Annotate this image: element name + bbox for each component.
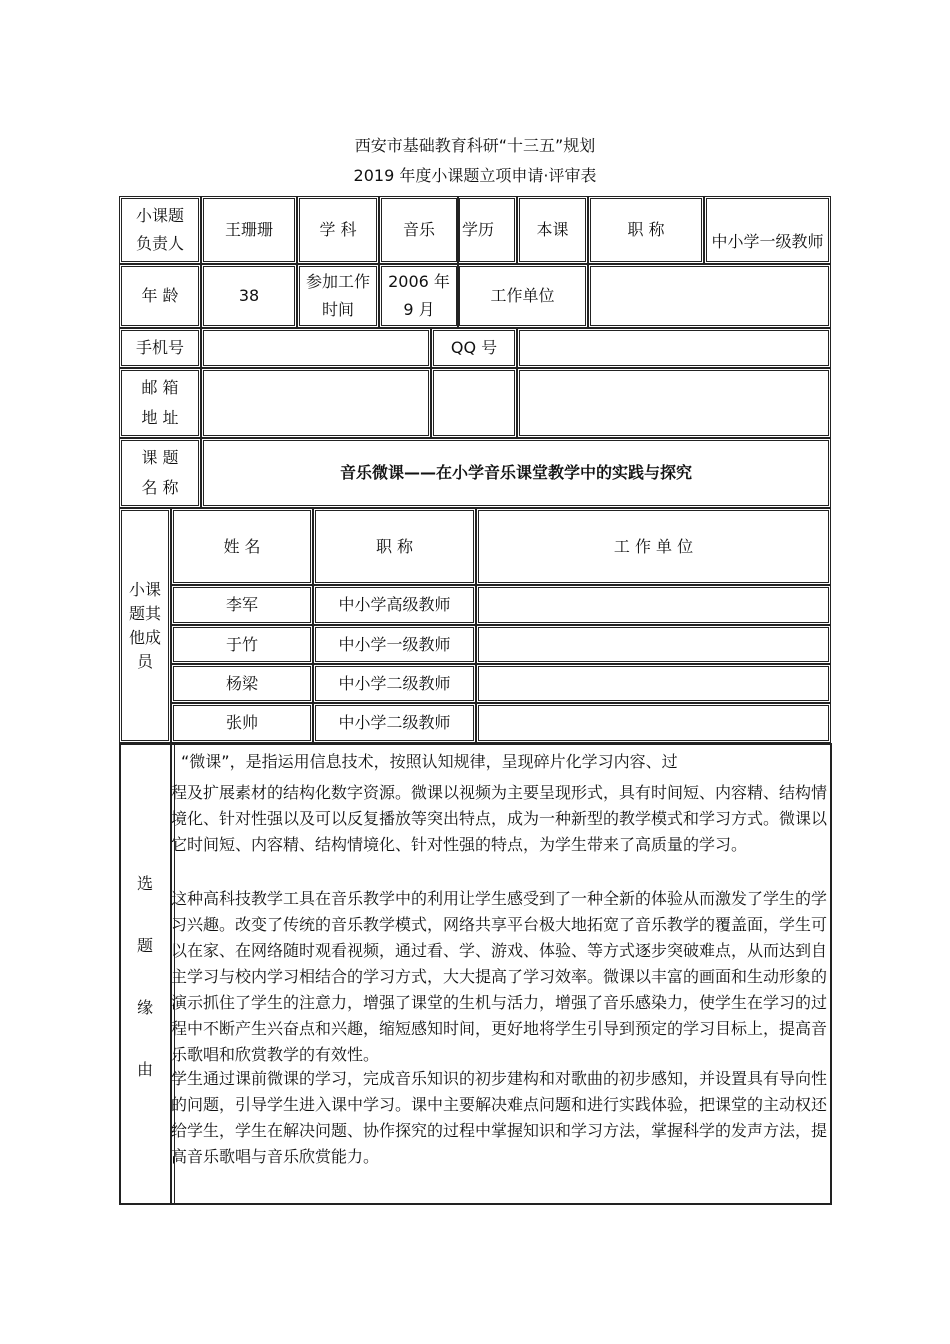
member-unit bbox=[476, 703, 831, 743]
label-members: 小课题其他成员 bbox=[119, 508, 171, 743]
members-header-title: 职 称 bbox=[313, 508, 476, 585]
reason-label-char: 由 bbox=[136, 1060, 153, 1079]
reason-paragraph-1: 程及扩展素材的结构化数字资源。微课以视频为主要呈现形式，具有时间短、内容精、结构情境化、针对性强以及可以反复播放等突出特点，成为一种新型的教学模式和学习方式。微课以它时间短、内容精、结构情境化、针对性强的特点，为学生带来了高质量的学习。 bbox=[171, 783, 828, 854]
label-work-start: 参加工作时间 bbox=[297, 264, 379, 328]
label-email: 邮 箱地 址 bbox=[119, 368, 201, 438]
member-title: 中小学二级教师 bbox=[313, 664, 476, 703]
reason-paragraph-1-first-line: “微课”，是指运用信息技术，按照认知规律，呈现碎片化学习内容、过 bbox=[181, 752, 678, 771]
label-work-unit: 工作单位 bbox=[457, 264, 588, 328]
label-age: 年 龄 bbox=[119, 264, 201, 328]
label-phone: 手机号 bbox=[119, 328, 201, 368]
value-work-start: 2006 年 9 月 bbox=[379, 264, 459, 328]
value-title: 中小学一级教师 bbox=[704, 196, 831, 264]
reason-label-char: 缘 bbox=[136, 998, 153, 1017]
label-subject: 学 科 bbox=[297, 196, 379, 264]
member-title: 中小学一级教师 bbox=[313, 625, 476, 664]
label-title: 职 称 bbox=[588, 196, 704, 264]
value-education: 本课 bbox=[517, 196, 588, 264]
reason-label-char: 题 bbox=[136, 936, 153, 955]
member-name: 张帅 bbox=[171, 703, 313, 743]
email-extra-cell bbox=[517, 368, 831, 438]
value-email bbox=[201, 368, 431, 438]
label-qq: QQ 号 bbox=[431, 328, 517, 368]
member-name: 于竹 bbox=[171, 625, 313, 664]
label-leader: 小课题负责人 bbox=[119, 196, 201, 264]
value-age: 38 bbox=[201, 264, 297, 328]
value-leader-name: 王珊珊 bbox=[201, 196, 297, 264]
form-title-line1: 西安市基础教育科研“十三五”规划 bbox=[354, 136, 596, 155]
member-name: 李军 bbox=[171, 585, 313, 625]
members-header-unit: 工 作 单 位 bbox=[476, 508, 831, 585]
member-title: 中小学高级教师 bbox=[313, 585, 476, 625]
label-education: 学历 bbox=[457, 196, 517, 264]
value-work-unit bbox=[588, 264, 831, 328]
value-qq bbox=[517, 328, 831, 368]
value-subject: 音乐 bbox=[379, 196, 459, 264]
topic-name: 音乐微课——在小学音乐课堂教学中的实践与探究 bbox=[201, 438, 831, 508]
email-spacer-cell bbox=[431, 368, 517, 438]
members-header-name: 姓 名 bbox=[171, 508, 313, 585]
member-unit bbox=[476, 585, 831, 625]
reason-paragraph-3: 学生通过课前微课的学习，完成音乐知识的初步建构和对歌曲的初步感知，并设置具有导向性的问题，引导学生进入课中学习。课中主要解决难点问题和进行实践体验，把课堂的主动权还给学生，学生在解决问题、协作探究的过程中掌握知识和学习方法，掌握科学的发声方法，提高音乐歌唱与音乐欣赏能力。 bbox=[171, 1069, 828, 1166]
reason-label-char: 选 bbox=[136, 874, 153, 893]
reason-paragraph-2: 这种高科技教学工具在音乐教学中的利用让学生感受到了一种全新的体验从而激发了学生的学习兴趣。改变了传统的音乐教学模式，网络共享平台极大地拓宽了音乐教学的覆盖面，学生可以在家、在网络随时观看视频，通过看、学、游戏、体验、等方式逐步突破难点，从而达到自主学习与校内学习相结合的学习方式，大大提高了学习效率。微课以丰富的画面和生动形象的演示抓住了学生的注意力，增强了课堂的生机与活力，增强了音乐感染力，使学生在学习的过程中不断产生兴奋点和兴趣，缩短感知时间，更好地将学生引导到预定的学习目标上，提高音乐歌唱和欣赏教学的有效性。 bbox=[171, 889, 828, 1064]
member-name: 杨梁 bbox=[171, 664, 313, 703]
member-title: 中小学二级教师 bbox=[313, 703, 476, 743]
form-title-line2: 2019 年度小课题立项申请·评审表 bbox=[353, 166, 597, 185]
value-phone bbox=[201, 328, 431, 368]
label-topic: 课 题名 称 bbox=[119, 438, 201, 508]
member-unit bbox=[476, 664, 831, 703]
member-unit bbox=[476, 625, 831, 664]
